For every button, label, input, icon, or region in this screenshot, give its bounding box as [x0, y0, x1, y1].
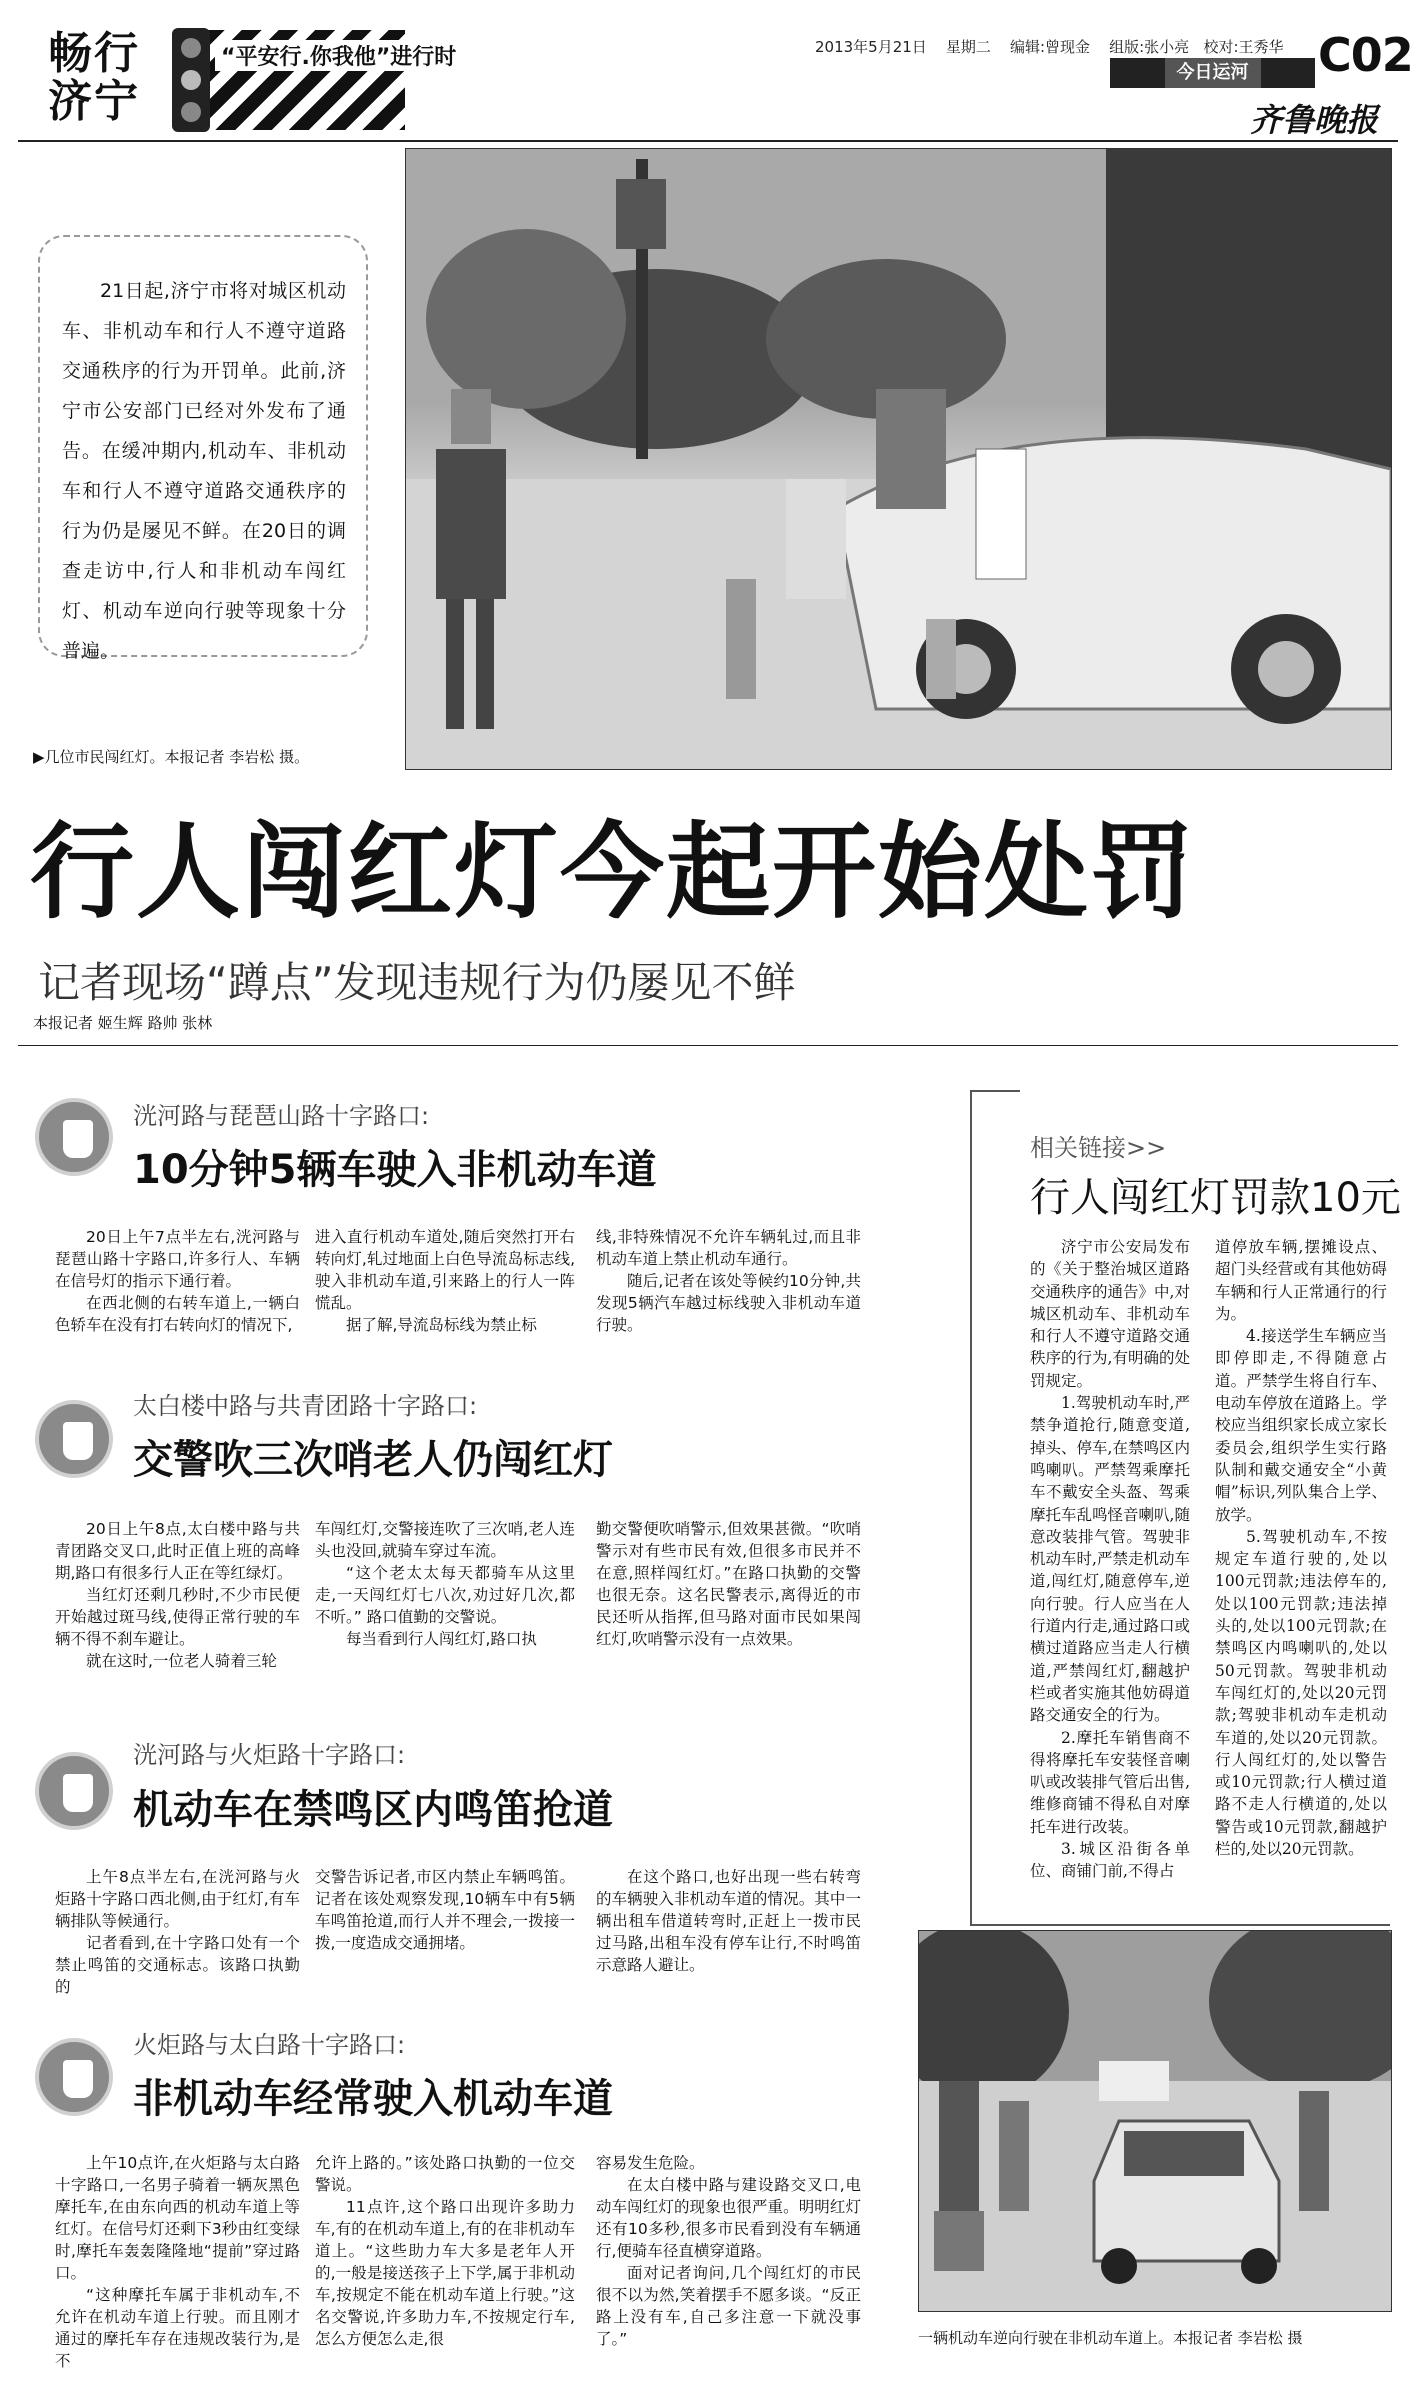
sidebar-kicker: 相关链接>>	[1030, 1134, 1167, 1162]
photo-pedestrians-caption: ▶几位市民闯红灯。本报记者 李岩松 摄。	[33, 748, 310, 766]
paragraph: 上午8点半左右,在洸河路与火炬路十字路口西北侧,由于红灯,有车辆排队等候通行。	[55, 1868, 300, 1930]
paragraph: 道停放车辆,摆摊设点、超门头经营或有其他妨碍车辆和行人正常通行的行为。	[1215, 1238, 1387, 1323]
page-proofreader: 校对:王秀华	[1203, 38, 1284, 56]
paragraph: 3.城区沿街各单位、商铺门前,不得占	[1030, 1840, 1190, 1881]
headline-divider	[18, 1045, 1398, 1046]
byline: 本报记者 姬生辉 路帅 张林	[33, 1014, 213, 1032]
page-editor: 编辑:曾现金	[1009, 38, 1091, 56]
page-date: 2013年5月21日	[815, 38, 927, 56]
section-tag-label: 今日运河	[1165, 58, 1261, 88]
paragraph: 容易发生危险。	[596, 2154, 705, 2172]
paragraph: 5.驾驶机动车,不按规定车道行驶的,处以100元罚款;违法停车的,处以100元罚款;违法掉头的,处以100元罚款;在禁鸣区内鸣喇叭的,处以50元罚款。驾驶非机动车闯红灯的,处以20元罚款;驾驶非机动车走机动车道的,处以20元罚款。行人闯红灯的,处以警告或10元罚款;行人横过道路不走人行横道的,处以警告或10元罚款,翻越护栏的,处以20元罚款。	[1215, 1527, 1387, 1859]
hand-signal-icon	[35, 1752, 113, 1830]
sidebar-title: 行人闯红灯罚款10元	[1030, 1175, 1401, 1221]
sidebar-frame-top	[970, 1090, 1020, 1092]
section-column	[55, 1866, 300, 1998]
section-kicker: 太白楼中路与共青团路十字路口:	[133, 1392, 478, 1420]
paragraph: 济宁市公安局发布的《关于整治城区道路交通秩序的通告》中,对城区机动车、非机动车和行人不遵守道路交通秩序的行为,有明确的处罚规定。	[1030, 1238, 1190, 1390]
section-column	[55, 1226, 300, 1336]
hand-signal-icon	[35, 2038, 113, 2116]
sidebar-frame-bottom	[970, 1924, 1390, 1926]
hand-signal-icon	[35, 1098, 113, 1176]
section-title: 非机动车经常驶入机动车道	[133, 2076, 613, 2122]
headline: 行人闯红灯今起开始处罚	[30, 811, 1197, 933]
section-column	[596, 2152, 861, 2350]
page-weekday: 星期二	[945, 38, 991, 56]
hand-signal-icon	[35, 1400, 113, 1478]
section-tag	[1110, 58, 1315, 88]
paragraph: “这个老太太每天都骑车从这里走,一天闯红灯七八次,劝过好几次,都不听。” 路口值勤的交警说。	[315, 1564, 575, 1626]
column-name-line1: 畅行	[48, 28, 140, 79]
page-meta	[815, 36, 1284, 57]
section-column	[315, 1866, 575, 1954]
paragraph: 线,非特殊情况不允许车辆轧过,而且非机动车道上禁止机动车通行。	[596, 1228, 861, 1268]
paragraph: 4.接送学生车辆应当即停即走,不得随意占道。严禁学生将自行车、电动车停放在道路上。学校应当组织家长成立家长委员会,组织学生实行路队制和戴交通安全“小黄帽”标识,列队集合上学、放学。	[1215, 1327, 1387, 1524]
paragraph: 上午10点许,在火炬路与太白路十字路口,一名男子骑着一辆灰黑色摩托车,在由东向西的机动车道上等红灯。在信号灯还剩下3秒由红变绿时,摩托车轰轰隆隆地“提前”穿过路口。	[55, 2154, 300, 2282]
section-column	[596, 1518, 861, 1650]
section-title: 10分钟5辆车驶入非机动车道	[133, 1147, 657, 1193]
column-slogan: “平安行.你我他”进行时	[215, 40, 462, 71]
section-kicker: 洸河路与火炬路十字路口:	[133, 1741, 406, 1769]
sidebar-column	[1030, 1236, 1190, 1883]
paragraph: 2.摩托车销售商不得将摩托车安装怪音喇叭或改装排气管后出售,维修商铺不得私自对摩托车进行改装。	[1030, 1728, 1190, 1836]
paragraph: 允许上路的。”该处路口执勤的一位交警说。	[315, 2154, 575, 2194]
section-title: 机动车在禁鸣区内鸣笛抢道	[133, 1787, 613, 1833]
photo-pedestrians	[405, 148, 1392, 770]
section-column	[55, 1518, 300, 1672]
paragraph: 每当看到行人闯红灯,路口执	[346, 1630, 537, 1648]
paragraph: 1.驾驶机动车时,严禁争道抢行,随意变道,掉头、停车,在禁鸣区内鸣喇叭。严禁驾乘摩托车不戴安全头盔、驾乘摩托车乱鸣怪音喇叭,随意改装排气管。驾驶非机动车时,严禁走机动车道,闯红灯,随意停车,逆向行驶。行人应当在人行道内行走,通过路口或横过道路应当走人行横道,严禁闯红灯,翻越护栏或者实施其他妨碍道路交通安全的行为。	[1030, 1394, 1190, 1725]
paragraph: 11点许,这个路口出现许多助力车,有的在机动车道上,有的在非机动车道上。“这些助力车大多是老年人开的,一般是接送孩子上下学,属于非机动车,按规定不能在机动车道上行驶。”这名交警说,许多助力车,不按规定行车,怎么方便怎么走,很	[315, 2198, 575, 2348]
intro-box: 21日起,济宁市将对城区机动车、非机动车和行人不遵守道路交通秩序的行为开罚单。此前,济宁市公安部门已经对外发布了通告。在缓冲期内,机动车、非机动车和行人不遵守道路交通秩序的行为仍是屡见不鲜。在20日的调查走访中,行人和非机动车闯红灯、机动车逆向行驶等现象十分普遍。	[38, 235, 368, 657]
header-divider	[18, 140, 1398, 142]
section-kicker: 洸河路与琵琶山路十字路口:	[133, 1102, 430, 1130]
section-column	[315, 1226, 575, 1336]
section-kicker: 火炬路与太白路十字路口:	[133, 2031, 406, 2059]
paragraph: 记者看到,在十字路口处有一个禁止鸣笛的交通标志。该路口执勤的	[55, 1934, 300, 1996]
paragraph: 在这个路口,也好出现一些右转弯的车辆驶入非机动车道的情况。其中一辆出租车借道转弯时,正赶上一拨市民过马路,出租车没有停车让行,不时鸣笛示意路人避让。	[596, 1868, 861, 1974]
sidebar-frame-left	[970, 1090, 972, 1925]
paragraph: 20日上午8点,太白楼中路与共青团路交叉口,此时正值上班的高峰期,路口有很多行人正在等红绿灯。	[55, 1520, 300, 1582]
paragraph: 勤交警便吹哨警示,但效果甚微。“吹哨警示对有些市民有效,但很多市民并不在意,照样闯红灯。”在路口执勤的交警也很无奈。这名民警表示,离得近的市民还听从指挥,但马路对面市民如果闯红灯,吹哨警示没有一点效果。	[596, 1520, 861, 1648]
paragraph: 交警告诉记者,市区内禁止车辆鸣笛。记者在该处观察发现,10辆车中有5辆车鸣笛抢道,而行人并不理会,一拨接一拨,一度造成交通拥堵。	[315, 1868, 575, 1952]
section-column	[55, 2152, 300, 2372]
traffic-signal-icon	[172, 28, 210, 132]
section-title: 交警吹三次哨老人仍闯红灯	[133, 1437, 613, 1483]
section-column	[596, 1866, 861, 1976]
subheadline: 记者现场“蹲点”发现违规行为仍屡见不鲜	[38, 958, 796, 1007]
paragraph: “这种摩托车属于非机动车,不允许在机动车道上行驶。而且刚才通过的摩托车存在违规改装行为,是不	[55, 2286, 300, 2370]
paragraph: 面对记者询问,几个闯红灯的市民很不以为然,笑着摆手不愿多谈。“反正路上没有车,自己多注意一下就没事了。”	[596, 2264, 861, 2348]
column-name-line2: 济宁	[48, 76, 140, 127]
section-column	[315, 2152, 575, 2350]
section-column	[596, 1226, 861, 1336]
paragraph: 就在这时,一位老人骑着三轮	[86, 1652, 277, 1670]
photo-car-illustration	[919, 1931, 1391, 2311]
photo-pedestrians-illustration	[406, 149, 1391, 769]
sidebar-column	[1215, 1236, 1387, 1860]
paragraph: 据了解,导流岛标线为禁止标	[346, 1316, 537, 1334]
paragraph: 20日上午7点半左右,洸河路与琵琶山路十字路口,许多行人、车辆在信号灯的指示下通行着。	[55, 1228, 300, 1290]
paragraph: 随后,记者在该处等候约10分钟,共发现5辆汽车越过标线驶入非机动车道行驶。	[596, 1272, 861, 1334]
paragraph: 在西北侧的右转车道上,一辆白色轿车在没有打右转向灯的情况下,	[55, 1294, 300, 1334]
page-designer: 组版:张小亮	[1109, 38, 1190, 56]
paragraph: 车闯红灯,交警接连吹了三次哨,老人连头也没回,就骑车穿过车流。	[315, 1520, 575, 1560]
paper-name: 齐鲁晚报	[1250, 101, 1379, 139]
photo-car-wrong-way	[918, 1930, 1392, 2312]
paragraph: 当红灯还剩几秒时,不少市民便开始越过斑马线,使得正常行驶的车辆不得不刹车避让。	[55, 1586, 300, 1648]
section-column	[315, 1518, 575, 1650]
column-logo	[48, 30, 140, 126]
paragraph: 进入直行机动车道处,随后突然打开右转向灯,轧过地面上白色导流岛标志线,驶入非机动车道,引来路上的行人一阵慌乱。	[315, 1228, 575, 1312]
photo-car-caption: 一辆机动车逆向行驶在非机动车道上。本报记者 李岩松 摄	[918, 2329, 1303, 2347]
paragraph: 在太白楼中路与建设路交叉口,电动车闯红灯的现象也很严重。明明红灯还有10多秒,很多市民看到没有车辆通行,便骑车径直横穿道路。	[596, 2176, 861, 2260]
page-number: C02	[1318, 28, 1413, 82]
